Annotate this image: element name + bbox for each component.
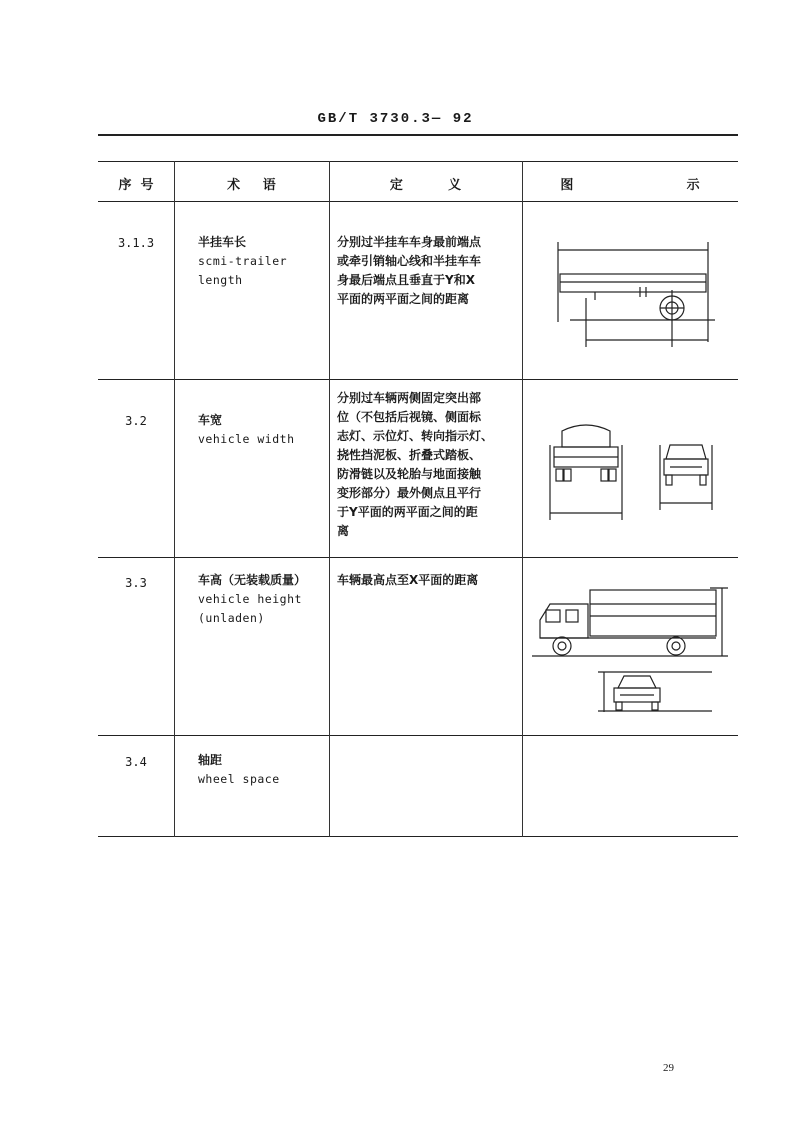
definition-line: 或牵引销轴心线和半挂车车	[337, 254, 482, 268]
row-divider-3	[98, 735, 738, 736]
table-top-rule	[98, 161, 738, 162]
header-rule	[98, 134, 738, 136]
term-en-line: vehicle height	[198, 592, 302, 606]
term-cell	[198, 411, 328, 449]
table-bottom-rule	[98, 836, 738, 837]
term-en-line: length	[198, 273, 243, 287]
definition-line: 平面的两平面之间的距离	[337, 292, 470, 306]
definition-line: 于Y平面的两平面之间的距	[337, 505, 478, 519]
header-definition: 定 义	[389, 178, 462, 193]
header-number: 序 号	[118, 178, 154, 193]
column-line-1	[174, 161, 175, 837]
row-number: 3.3	[125, 576, 147, 590]
semi-trailer-length-diagram	[540, 232, 720, 357]
term-cell	[198, 571, 328, 628]
term-zh: 轴距	[198, 753, 223, 767]
header-figure: 图 示	[560, 178, 700, 193]
definition-cell	[337, 233, 517, 309]
definition-line: 挠性挡泥板、折叠式踏板、	[337, 448, 482, 462]
definition-line: 分别过车辆两侧固定突出部	[337, 391, 482, 405]
definition-line: 身最后端点且垂直于Y和X	[337, 273, 475, 287]
header-term: 术 语	[227, 178, 276, 193]
definition-cell	[337, 389, 517, 541]
definition-cell	[337, 571, 517, 590]
definition-line: 防滑链以及轮胎与地面接触	[337, 467, 482, 481]
term-zh: 车宽	[198, 413, 223, 427]
row-divider-2	[98, 557, 738, 558]
definition-line: 变形部分）最外侧点且平行	[337, 486, 482, 500]
term-en-line: (unladen)	[198, 611, 265, 625]
column-line-3	[522, 161, 523, 837]
column-line-2	[329, 161, 330, 837]
term-cell	[198, 233, 328, 290]
definition-line: 车辆最高点至X平面的距离	[337, 573, 479, 587]
definition-line: 位（不包括后视镜、侧面标	[337, 410, 482, 424]
row-number: 3.1.3	[117, 236, 155, 250]
vehicle-width-diagram	[540, 415, 720, 525]
term-en-line: vehicle width	[198, 432, 295, 446]
row-number: 3.2	[125, 414, 147, 428]
table-header-rule	[98, 201, 738, 202]
vehicle-height-diagram	[532, 582, 732, 717]
term-en-line: wheel space	[198, 772, 280, 786]
definition-line: 志灯、示位灯、转向指示灯、	[337, 429, 494, 443]
page-number: 29	[663, 1062, 674, 1074]
term-cell	[198, 751, 328, 789]
row-number: 3.4	[125, 755, 147, 769]
term-en-line: scmi-trailer	[198, 254, 288, 268]
term-zh: 车高（无装载质量）	[198, 573, 307, 587]
row-divider-1	[98, 379, 738, 380]
term-zh: 半挂车长	[198, 235, 247, 249]
definition-line: 分别过半挂车车身最前端点	[337, 235, 482, 249]
standard-code: GB/T 3730.3— 92	[317, 111, 474, 127]
definition-line: 离	[337, 524, 350, 538]
